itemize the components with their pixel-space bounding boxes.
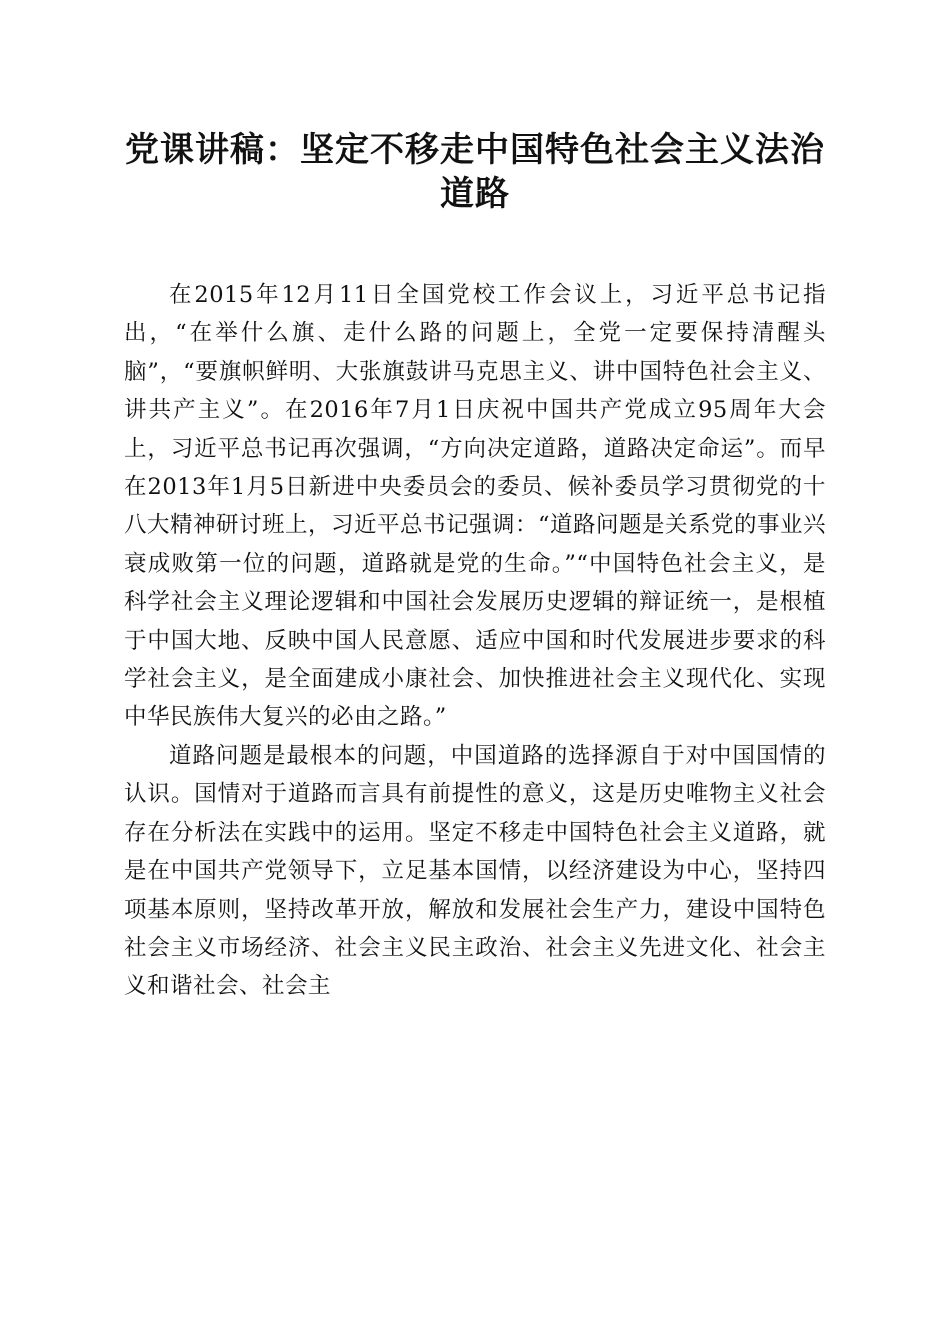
document-title-line-2: 道路 <box>440 174 510 214</box>
document-title-line-1: 党课讲稿：坚定不移走中国特色社会主义法治 <box>125 130 825 170</box>
paragraph-1: 在2015年12月11日全国党校工作会议上，习近平总书记指出，“在举什么旗、走什么路的问题上，全党一定要保持清醒头脑”，“要旗帜鲜明、大张旗鼓讲马克思主义、讲中国特色社会主义、讲共产主义”。在2016年7月1日庆祝中国共产党成立95周年大会上，习近平总书记再次强调，“方向决定道路，道路决定命运”。而早在2013年1月5日新进中央委员会的委员、候补委员学习贯彻党的十八大精神研讨班上，习近平总书记强调：“道路问题是关系党的事业兴衰成败第一位的问题，道路就是党的生命。”“中国特色社会主义，是科学社会主义理论逻辑和中国社会发展历史逻辑的辩证统一，是根植于中国大地、反映中国人民意愿、适应中国和时代发展进步要求的科学社会主义，是全面建成小康社会、加快推进社会主义现代化、实现中华民族伟大复兴的必由之路。” <box>124 282 827 731</box>
document-title <box>124 128 826 216</box>
paragraph-2: 道路问题是最根本的问题，中国道路的选择源自于对中国国情的认识。国情对于道路而言具有前提性的意义，这是历史唯物主义社会存在分析法在实践中的运用。坚定不移走中国特色社会主义道路，就是在中国共产党领导下，立足基本国情，以经济建设为中心，坚持四项基本原则，坚持改革开放，解放和发展社会生产力，建设中国特色社会主义市场经济、社会主义民主政治、社会主义先进文化、社会主义和谐社会、社会主 <box>124 742 826 1000</box>
document-body <box>124 276 826 1006</box>
